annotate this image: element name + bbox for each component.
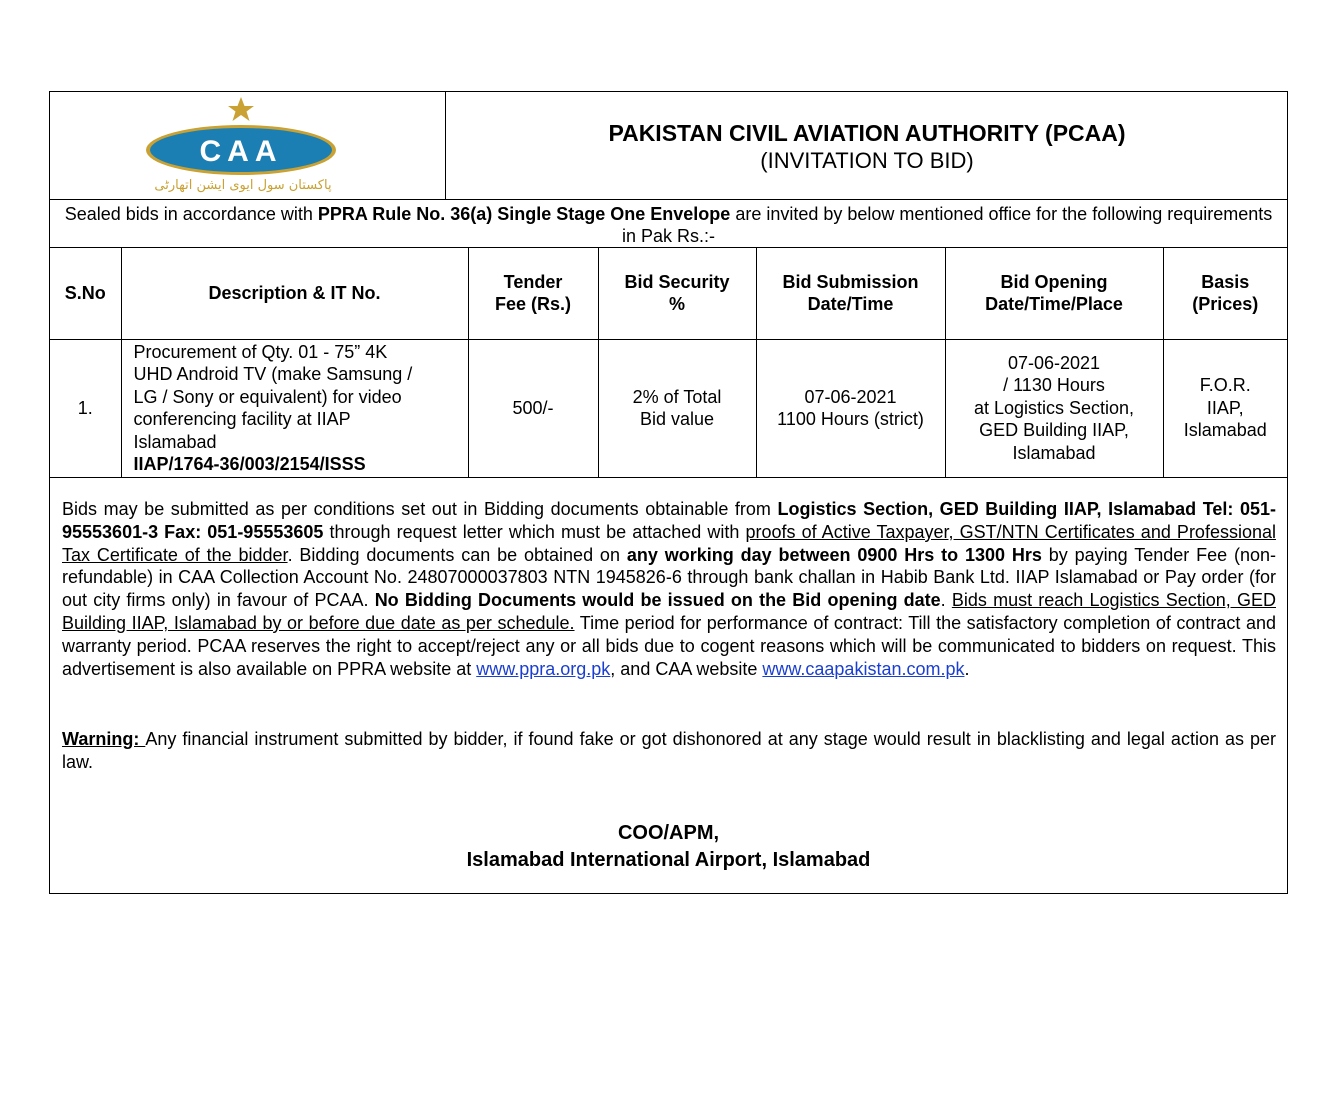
cell-tender-fee: 500/- <box>468 339 598 477</box>
intro-text <box>50 201 1287 248</box>
page-subtitle: (INVITATION TO BID) <box>760 148 974 173</box>
caa-logo <box>144 95 344 195</box>
col-bid-submission: Bid Submission Date/Time <box>756 248 945 339</box>
col-tender-fee: Tender Fee (Rs.) <box>468 248 598 339</box>
signature-office: Islamabad International Airport, Islamabad <box>466 849 871 871</box>
intro-pre: Sealed bids in accordance with <box>64 204 318 224</box>
logo-text: CAA <box>199 135 283 168</box>
col-sno: S.No <box>50 248 121 339</box>
ppra-link[interactable]: www.ppra.org.pk <box>476 658 611 679</box>
cell-bid-submission: 07-06-2021 1100 Hours (strict) <box>756 339 945 477</box>
signature-block <box>50 820 1287 874</box>
caa-link[interactable]: www.caapakistan.com.pk <box>762 658 965 679</box>
cell-basis: F.O.R. IIAP, Islamabad <box>1163 339 1287 477</box>
intro-post: are invited by below mentioned office for the following requirements in Pak Rs.:- <box>621 204 1273 246</box>
col-bid-security: Bid Security % <box>598 248 756 339</box>
warning-label: Warning: <box>62 729 146 749</box>
col-bid-opening: Bid Opening Date/Time/Place <box>945 248 1163 339</box>
col-basis: Basis (Prices) <box>1163 248 1287 339</box>
cell-bid-security: 2% of Total Bid value <box>598 339 756 477</box>
warning-paragraph <box>62 728 1276 774</box>
logo-urdu-text: پاکستان سول ایوی ایشن اتھارٹی <box>154 178 332 193</box>
ppra-rule: PPRA Rule No. 36(a) Single Stage One Envelope <box>317 204 731 224</box>
table-header-row <box>50 248 1287 339</box>
title-cell <box>447 92 1287 200</box>
header <box>50 92 1287 200</box>
logo-cell <box>50 92 446 200</box>
it-number: IIAP/1764-36/003/2154/ISSS <box>133 454 366 474</box>
table-row <box>50 339 1287 477</box>
conditions-paragraph: Bids may be submitted as per conditions set out in Bidding documents obtainable from Logistics Section, GED Building IIAP, Islamabad Tel: 051-95553601-3 Fax: 051-95553605 through request letter which must be attached with proofs of Active Taxpayer, GST/NTN Certificates and Professional Tax Certificate of the bidder. Bidding documents can be obtained on any working day between 0900 Hrs to 1300 Hrs by paying Tender Fee (non-refundable) in CAA Collection Account No. 24807000037803 NTN 1945826-6 through bank challan in Habib Bank Ltd. IIAP Islamabad or Pay order (for out city firms only) in favour of PCAA. No Bidding Documents would be issued on the Bid opening date. Bids must reach Logistics Section, GED Building IIAP, Islamabad by or before due date as per schedule. Time period for performance of contract: Till the satisfactory completion of contract and warranty period. PCAA reserves the right to accept/reject any or all bids due to cogent reasons which will be communicated to bidders on request. This advertisement is also available on PPRA website at www.ppra.org.pk, and CAA website www.caapakistan.com.pk. <box>62 499 1277 679</box>
page-title: PAKISTAN CIVIL AVIATION AUTHORITY (PCAA) <box>608 120 1126 146</box>
bid-table <box>50 248 1287 478</box>
cell-sno: 1. <box>50 339 121 477</box>
cell-bid-opening: 07-06-2021 / 1130 Hours at Logistics Section, GED Building IIAP, Islamabad <box>945 339 1163 477</box>
signature-title: COO/APM, <box>617 822 720 844</box>
cell-description: Procurement of Qty. 01 - 75” 4K UHD Android TV (make Samsung / LG / Sony or equivalent) for video conferencing facility at IIAP Islamabad IIAP/1764-36/003/2154/ISSS <box>121 339 468 477</box>
tender-notice <box>49 91 1288 894</box>
warning-text: Any financial instrument submitted by bidder, if found fake or got dishonored at any stage would result in blacklisting and legal action as per law. <box>62 729 1276 772</box>
col-description: Description & IT No. <box>121 248 468 339</box>
